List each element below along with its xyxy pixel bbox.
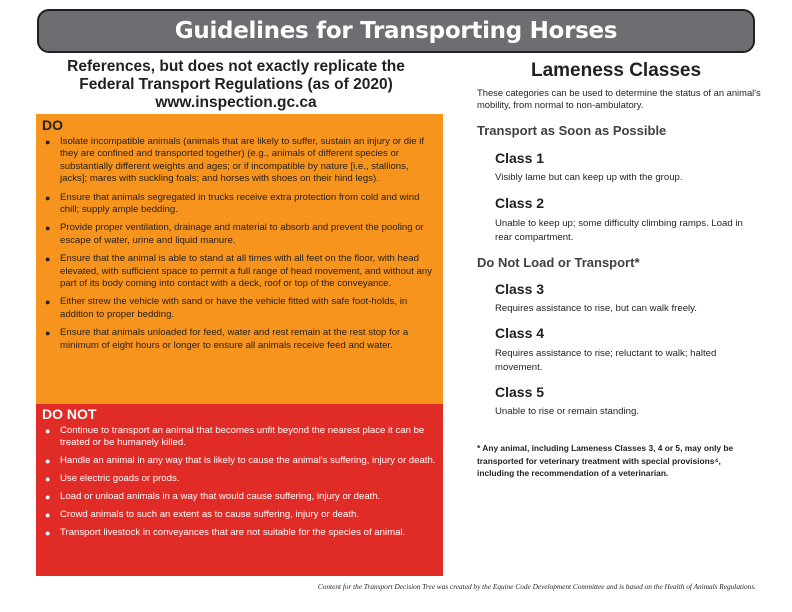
bullet-icon: ● [45, 254, 51, 265]
class-3-title: Class 3 [495, 281, 545, 297]
do-item-text: Either strew the vehicle with sand or have the vehicle fitted with safe foot-holds, in addition to proper bedding. [60, 296, 408, 320]
bullet-icon: ● [45, 137, 51, 147]
class-5-desc: Unable to rise or remain standing. [495, 406, 639, 417]
class-2-desc: Unable to keep up; some difficulty climbing ramps. Load in rear compartment. [495, 218, 743, 243]
bullet-icon: ● [45, 492, 51, 503]
donot-item-text: Load or unload animals in a way that would cause suffering, injury or death. [60, 491, 381, 503]
bullet-icon: ● [45, 426, 51, 436]
do-item-text: Ensure that animals segregated in trucks receive extra protection from cold and wind chill; supply ample bedding. [60, 191, 420, 216]
bullet-icon: ● [45, 474, 51, 485]
donot-list-item [42, 473, 437, 485]
class-1-desc: Visibly lame but can keep up with the group. [495, 172, 683, 183]
do-not-load-heading: Do Not Load or Transport* [477, 255, 640, 270]
bullet-icon: ● [45, 297, 51, 308]
bullet-icon: ● [45, 456, 51, 467]
donot-item-text: Use electric goads or prods. [60, 473, 180, 485]
references-block [36, 58, 436, 112]
bullet-icon: ● [45, 328, 51, 339]
donot-item-text: Crowd animals to such an extent as to cause suffering, injury or death. [60, 509, 359, 521]
do-item-text: Provide proper ventilation, drainage and material to absorb and prevent the pooling or escape of water, urine and liquid manure. [60, 222, 424, 246]
lameness-title: Lameness Classes [530, 60, 702, 81]
bullet-icon: ● [45, 528, 51, 539]
do-panel [36, 114, 443, 404]
references-line-1: References, but does not exactly replicate the [67, 58, 405, 75]
donot-list-item [42, 527, 437, 539]
references-line-2: Federal Transport Regulations (as of 2020) [79, 76, 393, 93]
donot-list-item [42, 455, 437, 467]
do-list-item [42, 327, 437, 352]
do-list-item [42, 136, 437, 186]
class-3-desc: Requires assistance to rise, but can walk freely. [495, 303, 697, 314]
do-item-text: Ensure that animals unloaded for feed, water and rest remain at the rest stop for a minimum of eight hours or longer to ensure all animals receive feed and water. [60, 327, 409, 351]
transport-asap-heading: Transport as Soon as Possible [477, 123, 667, 138]
donot-item-text: Handle an animal in any way that is likely to cause the animal's suffering, injury or death. [60, 455, 436, 467]
do-list [42, 136, 437, 352]
class-4-desc: Requires assistance to rise; reluctant to walk; halted movement. [495, 348, 717, 373]
donot-list-item [42, 509, 437, 521]
donot-panel [36, 404, 443, 576]
bullet-icon: ● [45, 223, 51, 234]
bullet-icon: ● [45, 510, 51, 521]
donot-item-text: Continue to transport an animal that becomes unfit beyond the nearest place it can be treated or be humanely killed. [60, 425, 425, 449]
lameness-intro: These categories can be used to determine the status of an animal's mobility, from normal to non-ambulatory. [477, 87, 761, 110]
page-title: Guidelines for Transporting Horses [174, 18, 618, 44]
donot-list-item [42, 425, 437, 450]
donot-heading: DO NOT [42, 406, 97, 422]
class-4-title: Class 4 [495, 325, 545, 341]
do-list-item [42, 222, 437, 247]
title-banner [37, 9, 755, 53]
class-2-title: Class 2 [495, 195, 545, 211]
class-5-title: Class 5 [495, 384, 545, 400]
do-list-item [42, 296, 437, 321]
donot-list-item [42, 491, 437, 503]
donot-item-text: Transport livestock in conveyances that are not suitable for the species of animal. [60, 527, 406, 539]
lameness-footnote: * Any animal, including Lameness Classes 3, 4 or 5, may only be transported for veterinary treatment with special provisions⁴, including the recommendation of a veterinarian. [477, 443, 734, 479]
do-list-item [42, 253, 437, 290]
references-url: www.inspection.gc.ca [155, 94, 317, 111]
bullet-icon: ● [45, 192, 51, 203]
do-item-text: Isolate incompatible animals (animals that are likely to suffer, sustain an injury or die if they are confined and transported together) (e.g., animals of different species or substantially different weights and ages; or if incompatible by nature [i.e., stallions, jacks]; mares with suckling foals; and horses with shoes on their hind legs). [60, 136, 425, 185]
credit-line: Content for the Transport Decision Tree was created by the Equine Code Development Committee and is based on the Health of Animals Regulations. [317, 582, 756, 591]
do-list-item [42, 192, 437, 217]
do-item-text: Ensure that the animal is able to stand at all times with all feet on the floor, with head elevated, with sufficient space to permit a full range of head movement, and without any part of its body coming into contact with a deck, roof or top of the conveyance. [60, 253, 433, 290]
donot-list [42, 425, 437, 540]
do-heading: DO [42, 117, 63, 133]
class-1-title: Class 1 [495, 150, 545, 166]
